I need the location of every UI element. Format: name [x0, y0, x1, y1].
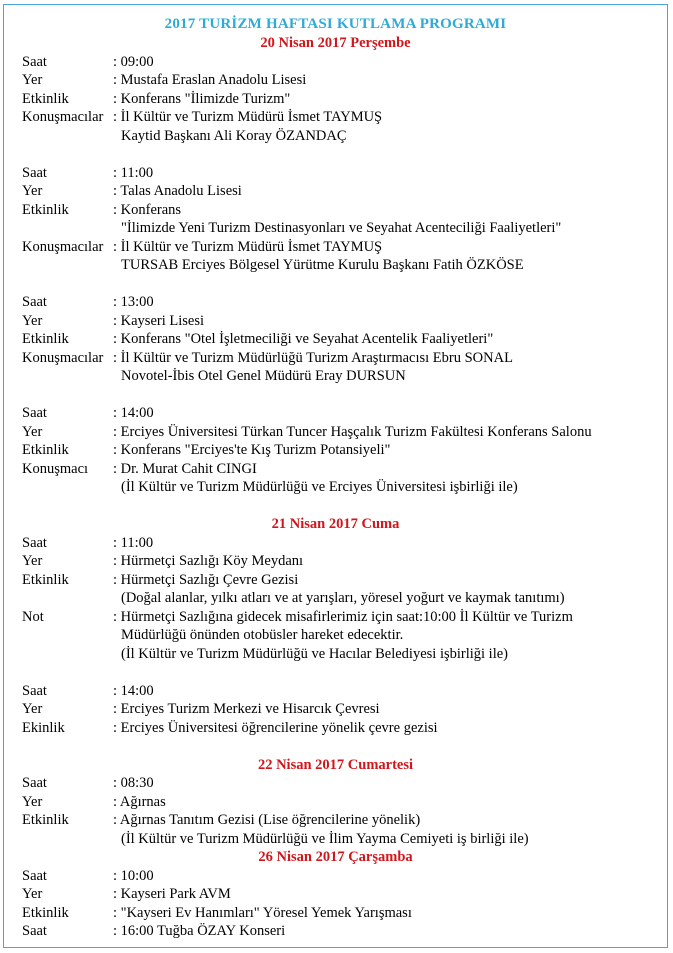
field-row	[4, 885, 667, 904]
field-row	[4, 867, 667, 886]
field-row	[4, 201, 667, 220]
field-label: Yer	[22, 312, 43, 329]
field-value: : İl Kültür ve Turizm Müdürlüğü Turizm Araştırmacısı Ebru SONAL	[113, 349, 513, 366]
field-label: Etkinlik	[22, 904, 69, 921]
field-row	[4, 719, 667, 738]
field-label: Yer	[22, 423, 43, 440]
field-value: : Ağırnas	[113, 793, 166, 810]
field-label: Etkinlik	[22, 571, 69, 588]
field-label: Not	[22, 608, 44, 625]
field-label: Saat	[22, 682, 47, 699]
field-value: : "Kayseri Ev Hanımları" Yöresel Yemek Yarışması	[113, 904, 412, 921]
field-row	[4, 108, 667, 127]
field-label: Saat	[22, 775, 47, 791]
field-value: : Erciyes Turizm Merkezi ve Hisarcık Çevresi	[113, 701, 380, 717]
field-label: Yer	[22, 701, 43, 717]
field-value: : Konferans "Erciyes'te Kış Turizm Potansiyeli"	[113, 442, 391, 458]
field-value: : 08:30	[113, 775, 154, 791]
field-value: : Hürmetçi Sazlığına gidecek misafirlerimiz için saat:10:00 İl Kültür ve Turizm	[113, 608, 573, 625]
field-row	[4, 90, 667, 109]
continuation-line: (Doğal alanlar, yılkı atları ve at yarışları, yöresel yoğurt ve kaymak tanıtımı)	[121, 590, 565, 606]
field-row	[4, 460, 667, 479]
spacer	[4, 663, 667, 682]
field-label: Konuşmacılar	[22, 349, 104, 366]
event-block	[4, 164, 667, 275]
field-row	[4, 404, 667, 423]
field-label: Ekinlik	[22, 719, 65, 736]
spacer	[4, 737, 667, 756]
continuation-line: (İl Kültür ve Turizm Müdürlüğü ve İlim Yayma Cemiyeti iş birliği ile)	[121, 830, 529, 847]
field-value: : Erciyes Üniversitesi öğrencilerine yönelik çevre gezisi	[113, 719, 438, 736]
field-value: : Konferans	[113, 201, 182, 218]
field-row	[4, 164, 667, 183]
field-row	[4, 293, 667, 312]
event-block	[4, 867, 667, 941]
spacer	[4, 497, 667, 516]
field-row	[4, 793, 667, 812]
event-block	[4, 682, 667, 738]
continuation-line: (İl Kültür ve Turizm Müdürlüğü ve Erciyes Üniversitesi işbirliği ile)	[121, 479, 518, 495]
field-row	[4, 238, 667, 257]
field-label: Etkinlik	[22, 442, 69, 458]
field-label: Saat	[22, 53, 47, 70]
schedule	[4, 34, 667, 941]
field-value: : 11:00	[113, 164, 154, 181]
field-label: Konuşmacılar	[22, 109, 104, 125]
field-value: : 10:00	[113, 867, 154, 884]
field-value: : Kayseri Lisesi	[113, 312, 205, 329]
field-row	[4, 922, 667, 941]
day-date: 20 Nisan 2017 Perşembe	[260, 35, 411, 51]
field-value: : 14:00	[113, 405, 154, 421]
event-block	[4, 293, 667, 386]
field-label: Saat	[22, 164, 47, 181]
field-row	[4, 904, 667, 923]
spacer	[4, 275, 667, 294]
field-label: Konuşmacı	[22, 460, 89, 477]
continuation-line: TURSAB Erciyes Bölgesel Yürütme Kurulu Başkanı Fatih ÖZKÖSE	[121, 257, 524, 273]
field-row	[4, 700, 667, 719]
field-value: : Hürmetçi Sazlığı Çevre Gezisi	[113, 571, 299, 588]
continuation-line: "İlimizde Yeni Turizm Destinasyonları ve Seyahat Acenteciliği Faaliyetleri"	[121, 220, 562, 236]
continuation-line: (İl Kültür ve Turizm Müdürlüğü ve Hacılar Belediyesi işbirliği ile)	[121, 645, 509, 662]
field-row	[4, 571, 667, 590]
field-label: Saat	[22, 294, 47, 310]
field-row	[4, 330, 667, 349]
day-date: 26 Nisan 2017 Çarşamba	[258, 849, 413, 865]
spacer	[4, 386, 667, 405]
field-row	[4, 312, 667, 331]
field-row	[4, 774, 667, 793]
field-value: : 09:00	[113, 53, 154, 70]
field-label: Etkinlik	[22, 331, 69, 347]
field-label: Saat	[22, 534, 47, 551]
field-row	[4, 441, 667, 460]
program-document	[3, 4, 668, 948]
event-block	[4, 774, 667, 848]
field-label: Yer	[22, 183, 43, 199]
event-block	[4, 53, 667, 146]
event-block	[4, 534, 667, 664]
page-title: 2017 TURİZM HAFTASI KUTLAMA PROGRAMI	[164, 16, 507, 32]
day-date: 22 Nisan 2017 Cumartesi	[257, 756, 414, 773]
field-row	[4, 349, 667, 368]
spacer	[4, 145, 667, 164]
field-row	[4, 182, 667, 201]
field-row	[4, 71, 667, 90]
field-label: Saat	[22, 867, 47, 884]
field-row	[4, 811, 667, 830]
continuation-line: Kaytid Başkanı Ali Koray ÖZANDAÇ	[121, 127, 347, 144]
field-value: : Kayseri Park AVM	[113, 886, 231, 902]
field-value: : Ağırnas Tanıtım Gezisi (Lise öğrencilerine yönelik)	[113, 812, 421, 828]
field-row	[4, 53, 667, 72]
field-value: : Hürmetçi Sazlığı Köy Meydanı	[113, 553, 304, 569]
field-label: Yer	[22, 793, 43, 810]
event-block	[4, 404, 667, 497]
field-row	[4, 682, 667, 701]
field-label: Yer	[22, 553, 43, 569]
field-value: : Mustafa Eraslan Anadolu Lisesi	[113, 72, 307, 88]
field-row	[4, 423, 667, 442]
field-value: : Erciyes Üniversitesi Türkan Tuncer Haşçalık Turizm Fakültesi Konferans Salonu	[113, 423, 592, 440]
continuation-line: Novotel-İbis Otel Genel Müdürü Eray DURSUN	[121, 368, 406, 384]
field-value: : 14:00	[113, 682, 154, 699]
field-label: Yer	[22, 886, 43, 902]
field-value: : Talas Anadolu Lisesi	[113, 183, 242, 199]
field-value: : Konferans "Otel İşletmeciliği ve Seyahat Acentelik Faaliyetleri"	[113, 331, 494, 347]
field-value: : İl Kültür ve Turizm Müdürü İsmet TAYMUŞ	[113, 109, 383, 125]
field-label: Etkinlik	[22, 812, 69, 828]
field-label: Saat	[22, 405, 47, 421]
field-value: : İl Kültür ve Turizm Müdürü İsmet TAYMUŞ	[113, 238, 383, 255]
field-value: : Dr. Murat Cahit CINGI	[113, 460, 257, 477]
field-label: Konuşmacılar	[22, 238, 104, 255]
field-label: Etkinlik	[22, 90, 69, 107]
field-value: : Konferans "İlimizde Turizm"	[113, 90, 291, 107]
field-row	[4, 534, 667, 553]
field-value: : 11:00	[113, 534, 154, 551]
field-value: : 13:00	[113, 294, 154, 310]
day-date: 21 Nisan 2017 Cuma	[271, 516, 400, 532]
field-row	[4, 608, 667, 627]
field-label: Etkinlik	[22, 201, 69, 218]
field-value: : 16:00 Tuğba ÖZAY Konseri	[113, 923, 286, 939]
field-label: Saat	[22, 923, 47, 939]
field-row	[4, 552, 667, 571]
continuation-line: Müdürlüğü önünden otobüsler hareket edecektir.	[121, 627, 404, 643]
field-label: Yer	[22, 72, 43, 88]
